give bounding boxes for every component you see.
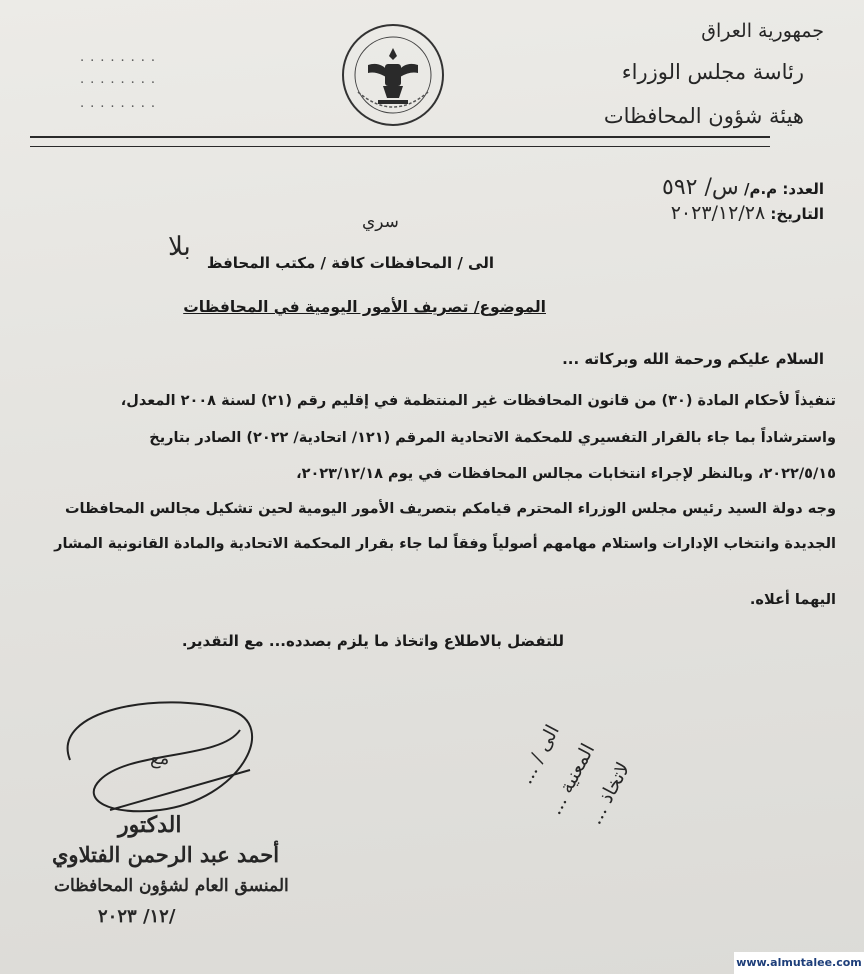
state-emblem-seal	[338, 20, 448, 130]
body-line-4: وجه دولة السيد رئيس مجلس الوزراء المحترم قيامكم بتصريف الأمور اليومية لحين تشكيل مجالس المحافظات	[64, 501, 836, 517]
classification-label: سري	[362, 212, 399, 232]
body-line-2: واسترشاداً بما جاء بالقرار التفسيري للمحكمة الاتحادية المرقم (١٢١/ اتحادية/ ٢٠٢٢) الصادر بتاريخ	[149, 430, 836, 446]
header-rule-top	[30, 136, 770, 138]
letterhead-right-line-1: جمهورية العراق	[701, 20, 824, 42]
body-line-3: ٢٠٢٢/٥/١٥، وبالنظر لإجراء انتخابات مجالس المحافظات في يوم ٢٠٢٣/١٢/١٨،	[296, 466, 836, 482]
margin-note-line-1: الى / ...	[514, 721, 564, 788]
reference-number-value: س/ ٥٩٢	[662, 175, 739, 200]
subject-line: الموضوع/ تصريف الأمور اليومية في المحافظات	[183, 298, 546, 316]
body-line-5: الجديدة وانتخاب الإدارات واستلام مهامهم أصولياً وفقاً لما جاء بقرار المحكمة الاتحادية والمادة القانونية المشار	[54, 536, 836, 552]
reference-date-label: التاريخ:	[770, 205, 824, 223]
margin-note	[432, 721, 668, 974]
letterhead-left-line-2: ........	[80, 72, 162, 87]
body-line-1: تنفيذاً لأحكام المادة (٣٠) من قانون المحافظات غير المنتظمة في إقليم رقم (٢١) لسنة ٢٠٠٨ المعدل،	[120, 393, 836, 409]
signature-title: الدكتور	[118, 812, 182, 838]
closing-line: للتفضل بالاطلاع واتخاذ ما يلزم بصدده... مع التقدير.	[181, 632, 564, 650]
signature-annotation: مع	[150, 748, 170, 769]
letterhead-right-line-2: رئاسة مجلس الوزراء	[621, 60, 804, 84]
recipient-handwritten-note: بلا	[168, 232, 191, 262]
header-rule-bottom	[30, 146, 770, 147]
letterhead-left-line-3: ........	[80, 96, 162, 111]
letterhead-left-line-1: ........	[80, 50, 162, 65]
reference-date	[671, 202, 824, 224]
margin-note-line-3: لاتخاذ ...	[583, 758, 635, 829]
recipient-line: الى / المحافظات كافة / مكتب المحافظ	[206, 254, 494, 272]
reference-number	[662, 175, 824, 200]
body-line-6: اليهما أعلاه.	[749, 592, 836, 608]
letterhead-right-line-3: هيئة شؤون المحافظات	[603, 104, 804, 128]
reference-number-label: العدد: م.م/	[744, 180, 824, 198]
greeting: السلام عليكم ورحمة الله وبركاته ...	[562, 350, 824, 368]
site-watermark: www.almutalee.com	[734, 952, 864, 974]
signature-date: /١٢/ ٢٠٢٣	[98, 906, 176, 927]
signature-name: أحمد عبد الرحمن الفتلاوي	[52, 842, 280, 867]
reference-date-value: ٢٠٢٣/١٢/٢٨	[670, 202, 766, 224]
margin-note-line-2: المعنية ...	[543, 739, 600, 819]
signature-position: المنسق العام لشؤون المحافظات	[54, 876, 289, 896]
